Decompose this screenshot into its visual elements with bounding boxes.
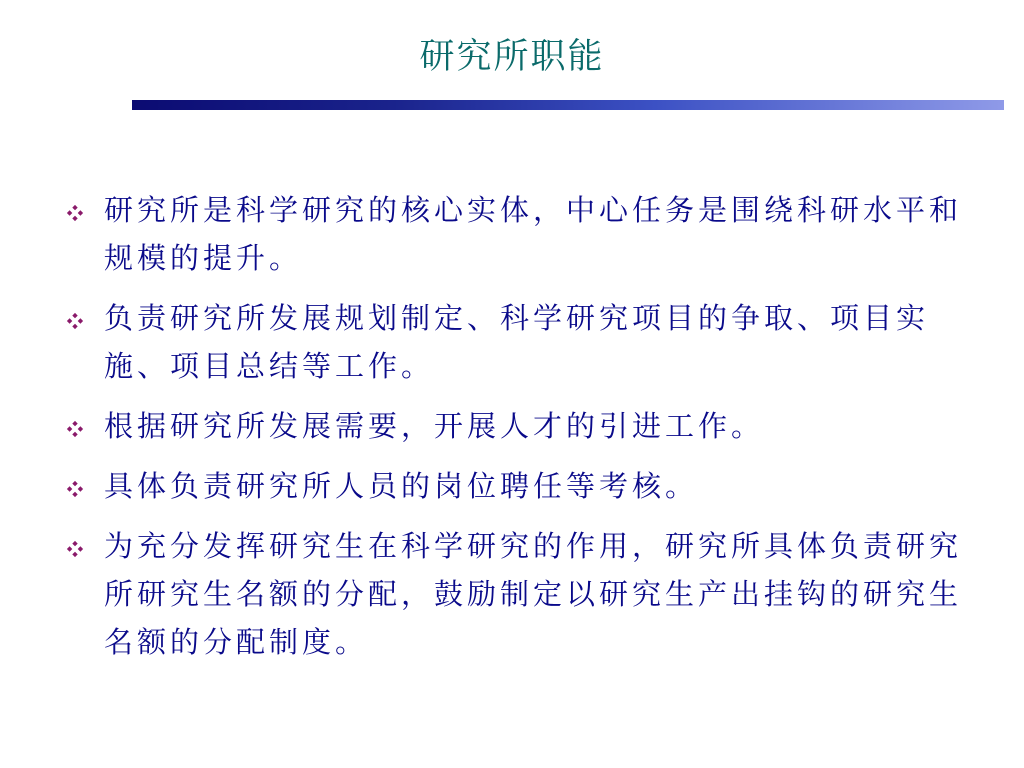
bullet-text: 具体负责研究所人员的岗位聘任等考核。 — [104, 469, 699, 503]
bullet-list — [60, 186, 980, 678]
bullet-item — [60, 462, 980, 510]
four-diamond-bullet-icon — [66, 204, 84, 222]
bullet-item — [60, 294, 980, 390]
bullet-item — [60, 522, 980, 666]
four-diamond-bullet-icon — [66, 480, 84, 498]
bullet-text: 研究所是科学研究的核心实体，中心任务是围绕科研水平和规模的提升。 — [104, 193, 963, 275]
bullet-text: 为充分发挥研究生在科学研究的作用，研究所具体负责研究所研究生名额的分配，鼓励制定以研究生产出挂钩的研究生名额的分配制度。 — [104, 529, 963, 659]
bullet-text: 负责研究所发展规划制定、科学研究项目的争取、项目实施、项目总结等工作。 — [104, 301, 930, 383]
slide-title: 研究所职能 — [419, 37, 605, 77]
bullet-text: 根据研究所发展需要，开展人才的引进工作。 — [104, 409, 765, 443]
four-diamond-bullet-icon — [66, 312, 84, 330]
four-diamond-bullet-icon — [66, 420, 84, 438]
bullet-item — [60, 402, 980, 450]
four-diamond-bullet-icon — [66, 540, 84, 558]
title-underline-rule — [132, 100, 1004, 110]
bullet-item — [60, 186, 980, 282]
